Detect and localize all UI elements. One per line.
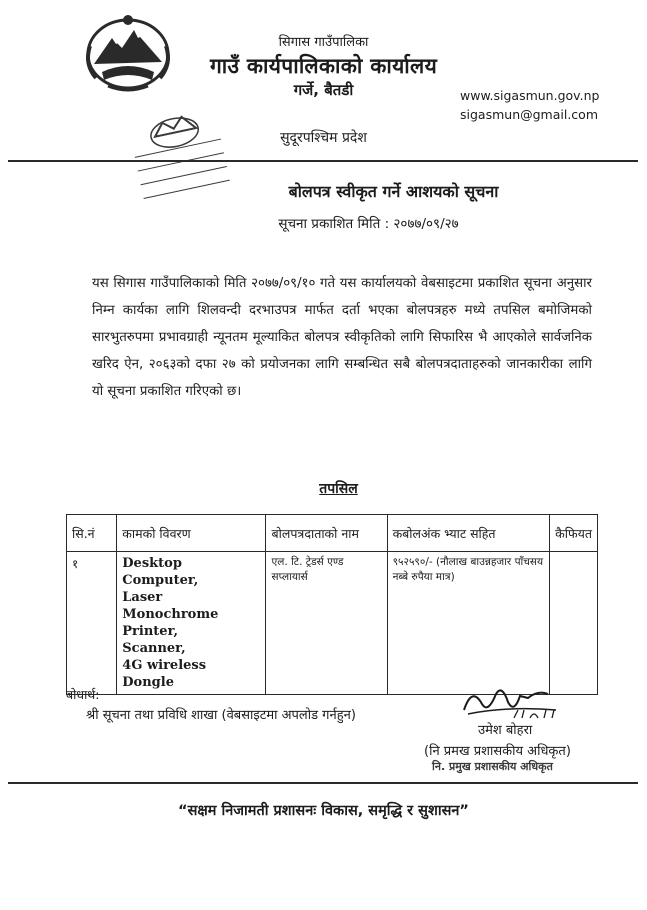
cell-description <box>117 552 266 695</box>
signer-name: उमेश बोहरा <box>478 723 533 738</box>
cell-bidder: एल. टि. ट्रेडर्स एण्ड सप्लायार्स <box>266 552 387 695</box>
item-line: Scanner, <box>122 641 186 656</box>
published-date: सूचना प्रकाशित मिति : २०७७/०९/२७ <box>278 216 459 232</box>
office-location: गर्जे, बैतडी <box>293 81 354 99</box>
item-line: Printer, <box>122 624 179 639</box>
col-serial: सि.नं <box>67 515 117 552</box>
table-row <box>67 552 598 695</box>
website-link[interactable]: www.sigasmun.gov.np <box>460 88 600 103</box>
col-remarks: कैफियत <box>550 515 598 552</box>
table-header-row <box>67 515 598 552</box>
details-heading: तपसिल <box>319 481 358 497</box>
col-bidder: बोलपत्रदाताको नाम <box>266 515 387 552</box>
notice-body: यस सिगास गाउँपालिकाको मिति २०७७/०९/१० गते यस कार्यालयको वेबसाइटमा प्रकाशित सूचना अनुसार निम्न कार्यका लागि शिलवन्दी दरभाउपत्र मार्फत दर्ता भएका बोलपत्रहरु मध्ये तपसिल बमोजिमको सारभुतरुपमा प्रभावग्राही न्यूनतम मूल्याकित बोलपत्र स्वीकृतिको लागि सिफारिस भै आएकोले सार्वजनिक खरिद ऐन, २०६३को दफा २७ को प्रयोजनका लागि सम्बन्धित सबै बोलपत्रदाताहरुको जानकारीका लागि यो सूचना प्रकाशित गरिएको छ। <box>92 276 592 399</box>
cc-recipient: श्री सूचना तथा प्रविधि शाखा (वेबसाइटमा अपलोड गर्नहुन) <box>86 708 356 723</box>
email-link[interactable]: sigasmun@gmail.com <box>460 107 599 122</box>
handwritten-signature <box>458 680 562 722</box>
item-line: Laser Monochrome <box>122 590 219 622</box>
item-line: 4G wireless Dongle <box>122 658 207 690</box>
office-title: गाउँ कार्यपालिकाको कार्यालय <box>209 54 438 78</box>
cell-amount: ९५२५९०/- (नौलाख बाउन्नहजार पाँचसय नब्बे रुपैया मात्र) <box>387 552 550 695</box>
signer-title: (नि प्रमख प्रशासकीय अधिकृत) <box>424 744 571 759</box>
cell-serial: १ <box>67 552 117 695</box>
header-divider <box>8 160 638 162</box>
signer-designation-stamp: नि. प्रमुख प्रशासकीय अधिकृत <box>432 760 553 773</box>
province-name: सुदूरपश्चिम प्रदेश <box>280 130 367 146</box>
cc-label: बोधार्थ: <box>66 687 100 702</box>
bid-details-table <box>66 514 598 695</box>
footer-divider <box>8 782 638 784</box>
cell-remarks <box>550 552 598 695</box>
municipality-name: सिगास गाउँपालिका <box>278 35 369 50</box>
office-motto: “सक्षम निजामती प्रशासनः विकास, समृद्धि र सुशासन” <box>178 803 469 819</box>
item-line: Desktop Computer, <box>122 556 199 588</box>
col-description: कामको विवरण <box>117 515 266 552</box>
col-amount: कबोलअंक भ्याट सहित <box>387 515 550 552</box>
notice-title: बोलपत्र स्वीकृत गर्ने आशयको सूचना <box>288 182 499 201</box>
